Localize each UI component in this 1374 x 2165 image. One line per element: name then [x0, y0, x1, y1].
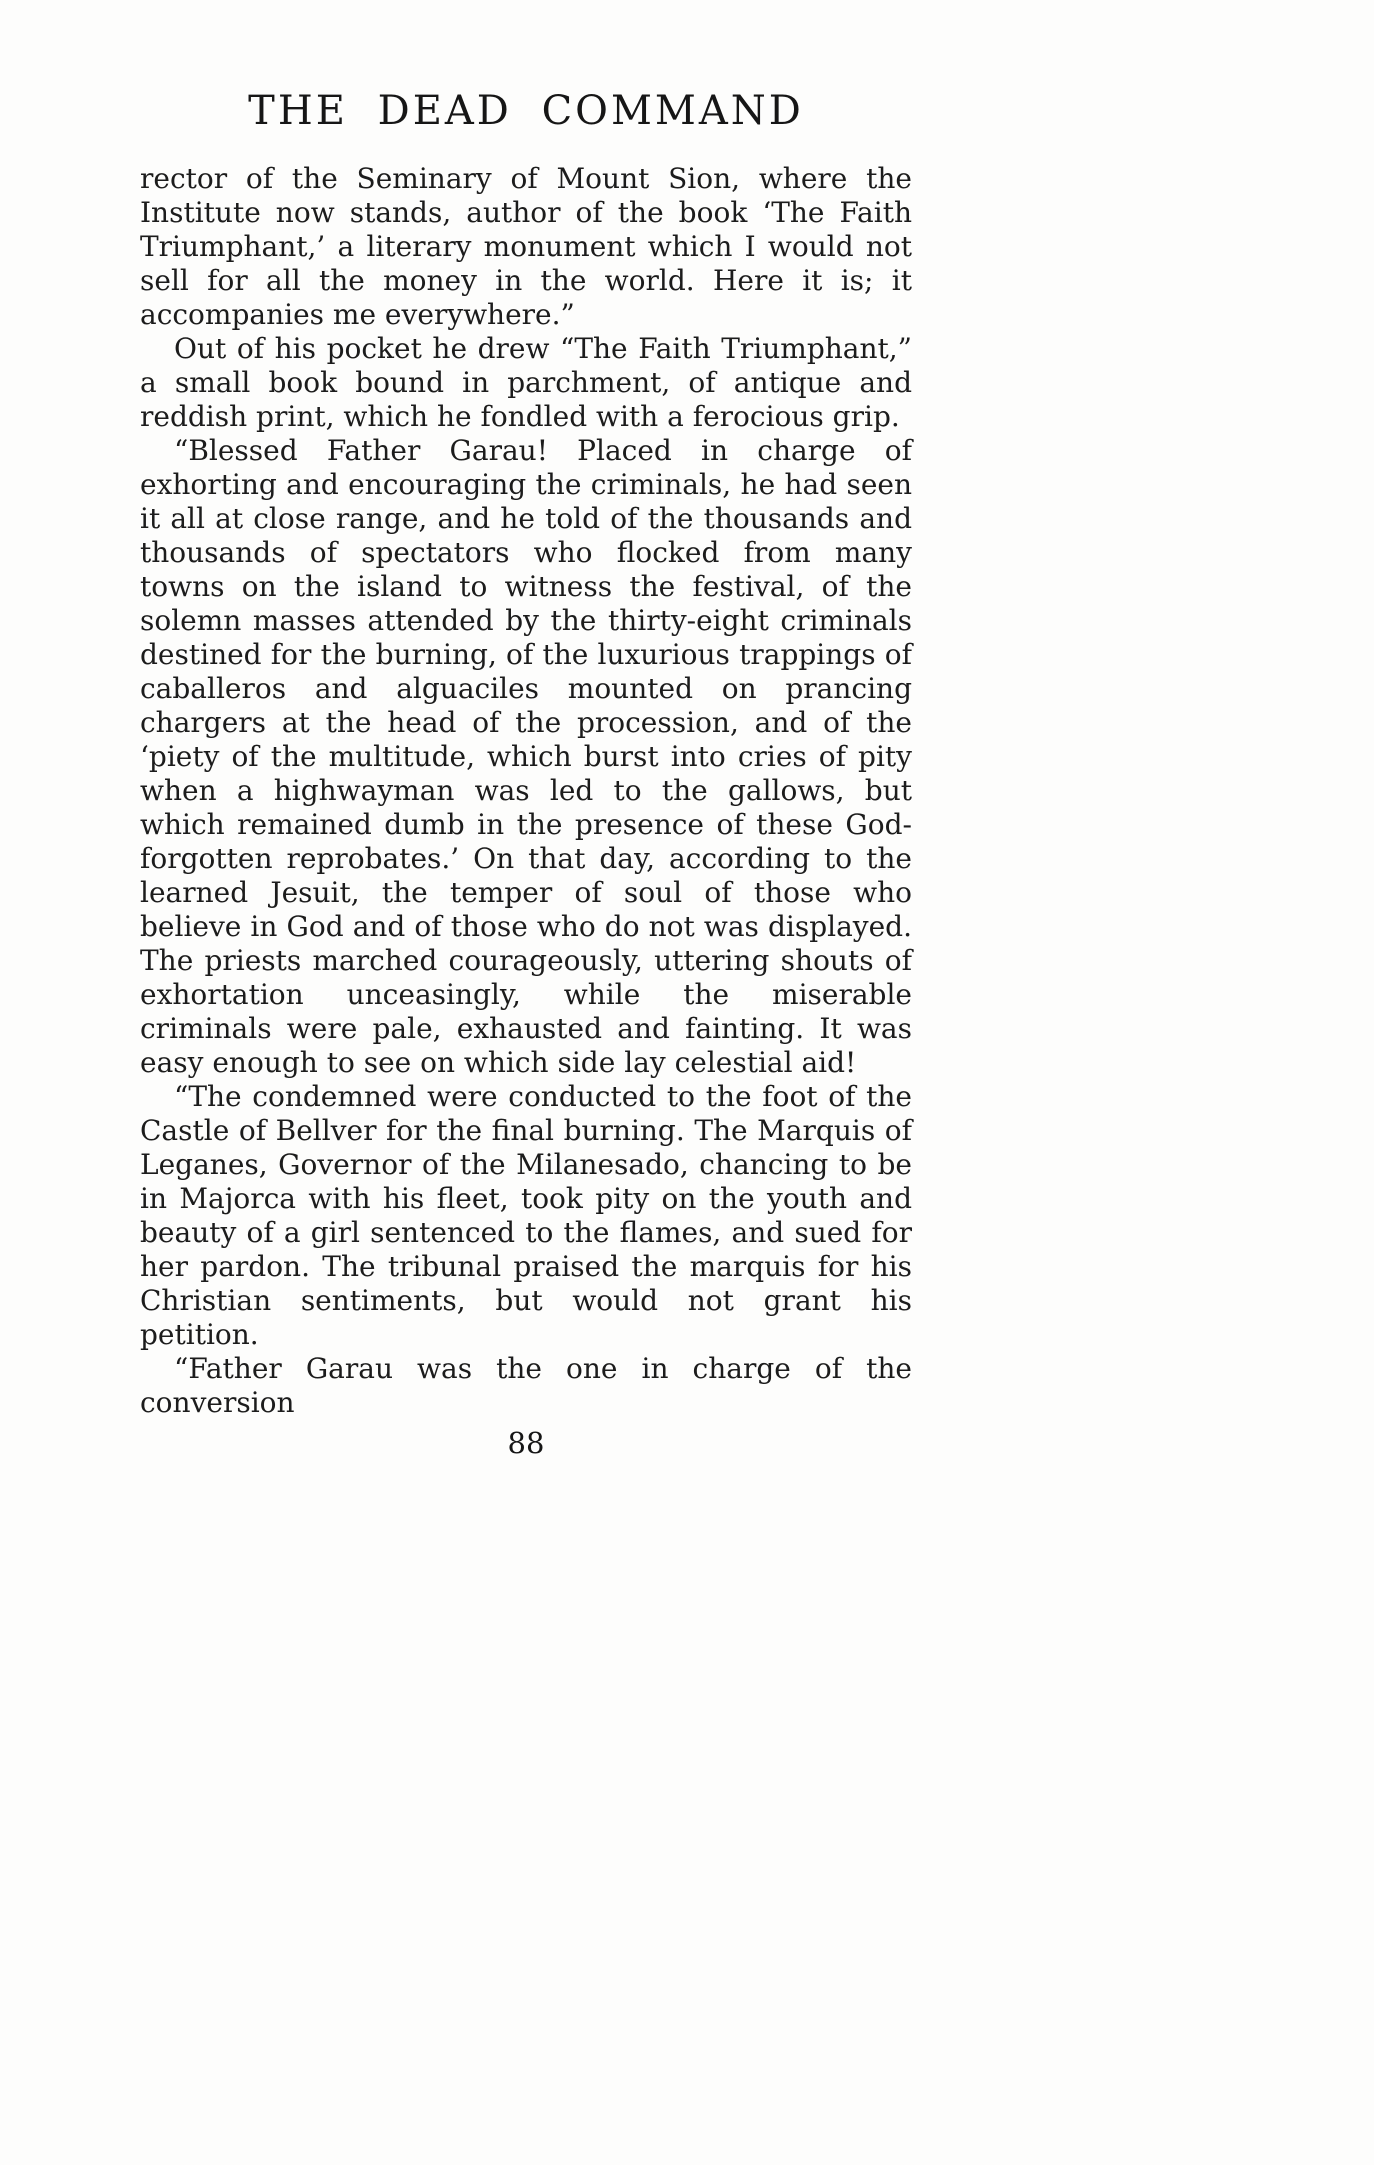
- paragraph: “The condemned were conducted to the foot of the Castle of Bellver for the final burning. The Marquis of Leganes, Governor of the Milanesado, chancing to be in Majorca with his fleet, took pity on the youth and beauty of a girl sentenced to the flames, and sued for her pardon. The tribunal praised the marquis for his Christian sentiments, but would not grant his petition.: [140, 1080, 912, 1351]
- book-page: [140, 88, 912, 1460]
- page-text: [140, 162, 912, 1420]
- running-title: THE DEAD COMMAND: [248, 88, 804, 134]
- page-number: 88: [507, 1426, 545, 1460]
- paragraph: “Blessed Father Garau! Placed in charge of exhorting and encouraging the criminals, he had seen it all at close range, and he told of the thousands and thousands of spectators who flocked from many towns on the island to witness the festival, of the solemn masses attended by the thirty-eight criminals destined for the burning, of the luxurious trappings of caballeros and alguaciles mounted on prancing chargers at the head of the procession, and of the ‘piety of the multitude, which burst into cries of pity when a highwayman was led to the gallows, but which remained dumb in the presence of these God-forgotten reprobates.’ On that day, according to the learned Jesuit, the temper of soul of those who believe in God and of those who do not was displayed. The priests marched courageously, uttering shouts of exhortation unceasingly, while the miserable criminals were pale, exhausted and fainting. It was easy enough to see on which side lay celestial aid!: [140, 434, 912, 1079]
- paragraph: rector of the Seminary of Mount Sion, where the Institute now stands, author of the book ‘The Faith Triumphant,’ a literary monument which I would not sell for all the money in the world. Here it is; it accompanies me everywhere.”: [140, 162, 912, 331]
- paragraph: Out of his pocket he drew “The Faith Triumphant,” a small book bound in parchment, of antique and reddish print, which he fondled with a ferocious grip.: [140, 332, 912, 433]
- paragraph: “Father Garau was the one in charge of the conversion: [140, 1352, 912, 1419]
